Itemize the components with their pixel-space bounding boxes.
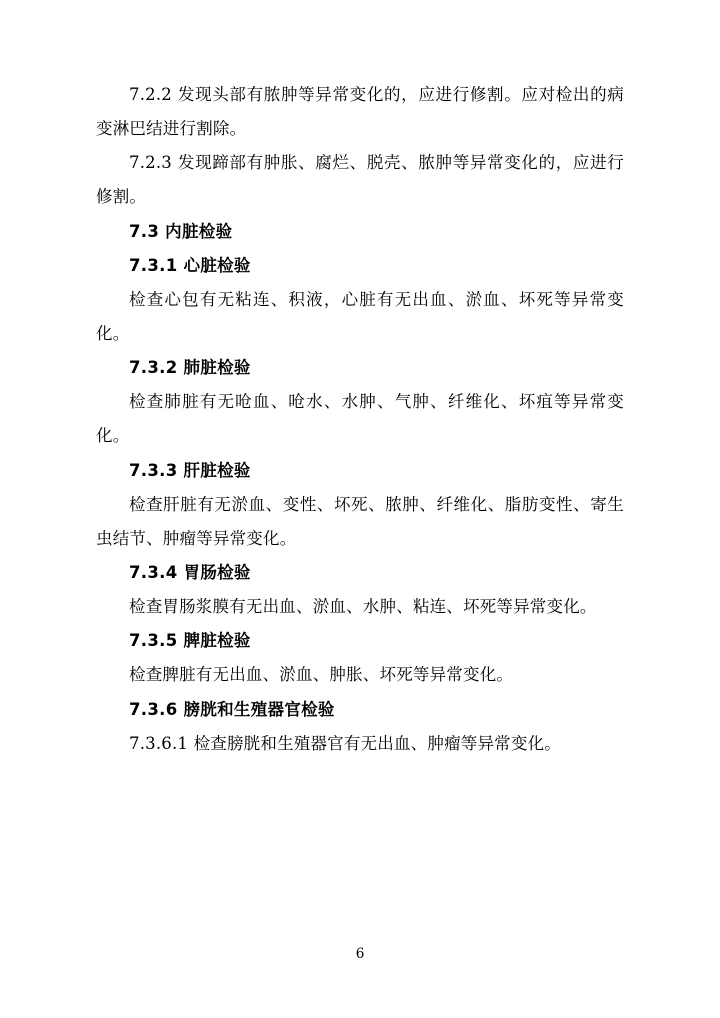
heading-7-3-6: 7.3.6 膀胱和生殖器官检验	[129, 699, 335, 719]
page-number: 6	[355, 946, 365, 962]
paragraph-7-2-3: 7.2.3 发现蹄部有肿胀、腐烂、脱壳、脓肿等异常变化的，应进行修割。	[96, 153, 624, 207]
paragraph-7-3-3-body: 检查肝脏有无淤血、变性、坏死、脓肿、纤维化、脂肪变性、寄生虫结节、肿瘤等异常变化。	[96, 494, 624, 548]
paragraph-7-3-2-body: 检查肺脏有无呛血、呛水、水肿、气肿、纤维化、坏疽等异常变化。	[96, 392, 624, 446]
heading-7-3-3: 7.3.3 肝脏检验	[129, 460, 251, 480]
paragraph-7-3-1-body: 检查心包有无粘连、积液，心脏有无出血、淤血、坏死等异常变化。	[96, 289, 624, 343]
paragraph-7-3-6-1: 7.3.6.1 检查膀胱和生殖器官有无出血、肿瘤等异常变化。	[129, 733, 561, 753]
heading-7-3-1: 7.3.1 心脏检验	[129, 255, 251, 275]
paragraph-7-3-4-body: 检查胃肠浆膜有无出血、淤血、水肿、粘连、坏死等异常变化。	[129, 597, 597, 617]
heading-7-3-2: 7.3.2 肺脏检验	[129, 358, 251, 378]
document-body	[96, 78, 624, 761]
paragraph-7-3-5-body: 检查脾脏有无出血、淤血、肿胀、坏死等异常变化。	[129, 665, 514, 685]
heading-7-3-5: 7.3.5 脾脏检验	[129, 631, 251, 651]
heading-7-3: 7.3 内脏检验	[129, 221, 233, 241]
paragraph-7-2-2: 7.2.2 发现头部有脓肿等异常变化的，应进行修割。应对检出的病变淋巴结进行割除。	[96, 85, 624, 139]
heading-7-3-4: 7.3.4 胃肠检验	[129, 562, 251, 582]
page-footer	[0, 943, 720, 962]
